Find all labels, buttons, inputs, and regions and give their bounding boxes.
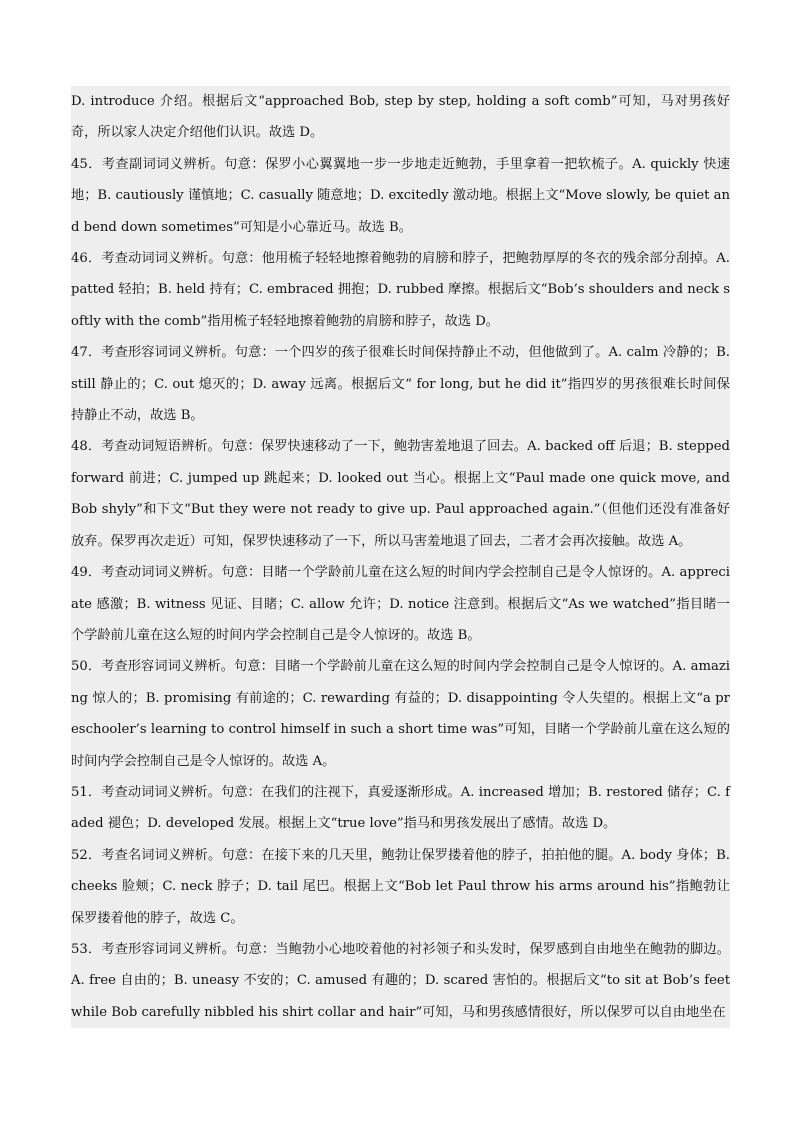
paragraph-49: 49．考查动词词义辨析。句意：目睹一个学龄前儿童在这么短的时间内学会控制自己是令人惊讶的。A. appreciate 感激；B. witness 见证、目睹；C. allow 允许；D. notice 注意到。根据后文“As we watched”指目睹一个学龄前儿童在这么短的时间内学会控制自己是令人惊讶的。故选 B。 — [71, 565, 730, 643]
paragraph-46: 46．考查动词词义辨析。句意：他用梳子轻轻地擦着鲍勃的肩膀和脖子，把鲍勃厚厚的冬衣的残余部分刮掉。A. patted 轻拍；B. held 持有；C. embraced 拥抱；D. rubbed 摩擦。根据后文“Bob’s shoulders and neck softly with the comb”指用梳子轻轻地擦着鲍勃的肩膀和脖子，故选 D。 — [71, 251, 730, 329]
paragraph-44-continued: D. introduce 介绍。根据后文“approached Bob, step by step, holding a soft comb”可知，马对男孩好奇，所以家人决定介绍他们认识。故选 D。 — [71, 94, 730, 141]
paragraph-45: 45．考查副词词义辨析。句意：保罗小心翼翼地一步一步地走近鲍勃，手里拿着一把软梳子。A. quickly 快速地；B. cautiously 谨慎地；C. casually 随意地；D. excitedly 激动地。根据上文“Move slowly, be quiet and bend down sometimes”可知是小心靠近马。故选 B。 — [71, 156, 730, 235]
paragraph-50: 50．考查形容词词义辨析。句意：目睹一个学龄前儿童在这么短的时间内学会控制自己是令人惊讶的。A. amazing 惊人的；B. promising 有前途的；C. rewarding 有益的；D. disappointing 令人失望的。根据上文“a preschooler’s learning to control himself in such a short time was”可知，目睹一个学龄前儿童在这么短的时间内学会控制自己是令人惊讶的。故选 A。 — [71, 659, 730, 769]
paragraph-51: 51．考查动词词义辨析。句意：在我们的注视下，真爱逐渐形成。A. increased 增加；B. restored 储存；C. faded 褪色；D. developed 发展。根据上文“true love”指马和男孩发展出了感情。故选 D。 — [71, 784, 730, 832]
paragraph-53: 53．考查形容词词义辨析。句意：当鲍勃小心地咬着他的衬衫领子和头发时，保罗感到自由地坐在鲍勃的脚边。A. free 自由的；B. uneasy 不安的；C. amused 有趣的；D. scared 害怕的。根据后文“to sit at Bob’s feet while Bob carefully nibbled his shirt collar and hair”可知，马和男孩感情很好，所以保罗可以自由地坐在 — [71, 941, 730, 1020]
paragraph-48: 48．考查动词短语辨析。句意：保罗快速移动了一下，鲍勃害羞地退了回去。A. backed off 后退；B. stepped forward 前进；C. jumped up 跳起来；D. looked out 当心。根据上文“Paul made one quick move, and Bob shyly”和下文“But they were not ready to give up. Paul approached again.”（但他们还没有准备好放弃。保罗再次走近）可知，保罗快速移动了一下，所以马害羞地退了回去，二者才会再次接触。故选 A。 — [71, 439, 730, 549]
answer-explanation-text — [71, 86, 730, 1028]
paragraph-52: 52．考查名词词义辨析。句意：在接下来的几天里，鲍勃让保罗搂着他的脖子，拍拍他的腿。A. body 身体；B. cheeks 脸颊；C. neck 脖子；D. tail 尾巴。根据上文“Bob let Paul throw his arms around his”指鲍勃让保罗搂着他的脖子，故选 C。 — [71, 847, 730, 926]
paragraph-47: 47．考查形容词词义辨析。句意：一个四岁的孩子很难长时间保持静止不动，但他做到了。A. calm 冷静的；B. still 静止的；C. out 熄灭的；D. away 远离。根据后文“ for long, but he did it”指四岁的男孩很难长时间保持静止不动，故选 B。 — [71, 345, 730, 424]
